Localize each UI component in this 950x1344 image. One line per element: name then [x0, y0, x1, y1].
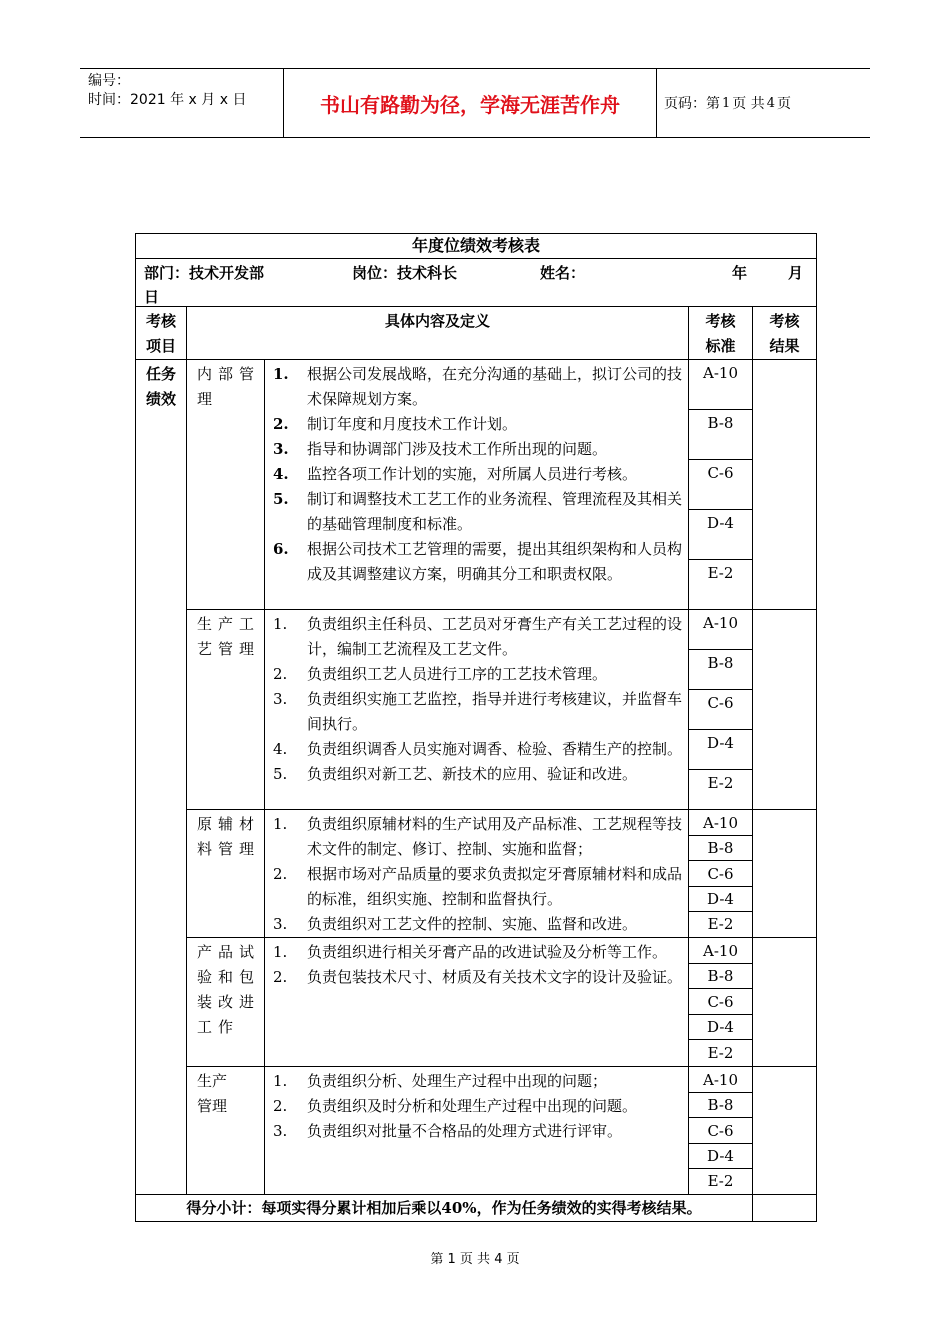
page-number: 1 [722, 95, 731, 111]
list-item [273, 862, 682, 912]
item-number: 3. [273, 440, 289, 458]
list-item [273, 1069, 682, 1094]
grade-option[interactable]: C-6 [689, 690, 752, 730]
list-item [273, 537, 682, 587]
col-standard-header [689, 307, 753, 360]
item-number: 2. [273, 665, 288, 683]
item-number: 5. [273, 490, 289, 508]
page-footer: 第 1 页 共 4 页 [430, 1252, 520, 1267]
item-text: 负责包装技术尺寸、材质及有关技术文字的设计及验证。 [307, 968, 683, 986]
col-std-line2: 标准 [705, 337, 736, 355]
col-res-line2: 结果 [769, 337, 800, 355]
grade-option[interactable]: E-2 [707, 1044, 734, 1062]
item-number: 6. [273, 540, 289, 558]
col-item-line2: 项目 [145, 337, 176, 355]
grade-option[interactable]: B-8 [689, 964, 752, 989]
list-item [273, 462, 682, 487]
time-label: 时间：2021 年 x 月 x 日 [88, 92, 247, 108]
item-number: 2. [273, 415, 289, 433]
result-cell[interactable] [753, 810, 817, 938]
col-result-header [753, 307, 817, 360]
subtotal-result-cell[interactable] [753, 1195, 817, 1222]
list-item [273, 437, 682, 462]
item-text: 负责组织进行相关牙膏产品的改进试验及分析等工作。 [307, 943, 668, 961]
item-text: 制订年度和月度技术工作计划。 [307, 415, 518, 433]
section-items [265, 610, 689, 810]
result-cell[interactable] [753, 938, 817, 1067]
item-number: 1. [273, 615, 288, 633]
item-number: 3. [273, 915, 288, 933]
category-line1: 任务 [145, 365, 176, 383]
grade-option[interactable]: B-8 [689, 650, 752, 690]
item-number: 5. [273, 765, 288, 783]
grade-option[interactable]: D-4 [689, 510, 752, 560]
info-row [136, 259, 817, 307]
grade-option[interactable]: C-6 [689, 861, 752, 887]
list-item [273, 940, 682, 965]
result-cell[interactable] [753, 610, 817, 810]
section-name: 生产工艺管理 [187, 610, 265, 810]
grade-option[interactable]: B-8 [689, 410, 752, 460]
col-content-header: 具体内容及定义 [187, 307, 689, 360]
grade-option[interactable]: D-4 [689, 887, 752, 912]
day-field: 日 [144, 288, 160, 306]
page-total: 4 [766, 95, 776, 111]
list-item [273, 612, 682, 662]
category-task-performance [136, 360, 187, 1195]
section-name [187, 1067, 265, 1195]
grade-option[interactable]: A-10 [689, 810, 752, 836]
col-item-header [136, 307, 187, 360]
grade-option[interactable]: C-6 [689, 989, 752, 1015]
section-items [265, 810, 689, 938]
grade-scale [689, 938, 753, 1067]
list-item [273, 1119, 682, 1144]
grade-option[interactable]: C-6 [689, 460, 752, 510]
grade-option[interactable]: D-4 [689, 1015, 752, 1040]
col-std-line1: 考核 [705, 312, 736, 330]
table-title: 年度位绩效考核表 [136, 234, 817, 259]
item-text: 负责组织分析、处理生产过程中出现的问题； [307, 1072, 608, 1090]
list-item [273, 662, 682, 687]
item-number: 1. [273, 815, 288, 833]
list-item [273, 812, 682, 862]
item-number: 2. [273, 968, 288, 986]
grade-option[interactable]: E-2 [707, 774, 734, 792]
grade-option[interactable]: E-2 [707, 915, 734, 933]
item-number: 2. [273, 865, 288, 883]
list-item [273, 487, 682, 537]
grade-option[interactable]: A-10 [689, 1067, 752, 1093]
list-item [273, 1094, 682, 1119]
grade-option[interactable]: A-10 [689, 610, 752, 650]
list-item [273, 412, 682, 437]
col-res-line1: 考核 [769, 312, 800, 330]
list-item [273, 687, 682, 737]
item-text: 负责组织及时分析和处理生产过程中出现的问题。 [307, 1097, 638, 1115]
item-text: 负责组织实施工艺监控，指导并进行考核建议，并监督车间执行。 [307, 690, 683, 733]
section-name-text: 生产管理 [197, 1072, 228, 1115]
name-field: 姓名： [540, 264, 586, 282]
subtotal-text-a: 得分小计：每项实得分累计相加后乘以 [186, 1199, 442, 1217]
position-field: 岗位：技术科长 [352, 264, 458, 282]
item-text: 制订和调整技术工艺工作的业务流程、管理流程及其相关的基础管理制度和标准。 [307, 490, 683, 533]
item-text: 负责组织原辅材料的生产试用及产品标准、工艺规程等技术文件的制定、修订、控制、实施和监督； [307, 815, 683, 858]
header-page-info [656, 69, 870, 137]
item-text: 根据公司技术工艺管理的需要，提出其组织架构和人员构成及其调整建议方案，明确其分工和职责权限。 [307, 540, 683, 583]
header-meta [80, 69, 283, 137]
month-field: 月 [788, 264, 804, 282]
item-number: 4. [273, 465, 289, 483]
item-number: 3. [273, 690, 288, 708]
code-label: 编号： [88, 73, 130, 89]
category-line2: 绩效 [145, 390, 176, 408]
grade-option[interactable]: E-2 [707, 564, 734, 582]
dept-field: 部门：技术开发部 [144, 264, 265, 282]
item-text: 负责组织主任科员、工艺员对牙膏生产有关工艺过程的设计，编制工艺流程及工艺文件。 [307, 615, 683, 658]
subtotal-text-b: ，作为任务绩效的实得考核结果。 [476, 1199, 702, 1217]
item-number: 1. [273, 943, 288, 961]
section-name: 原辅材料管理 [187, 810, 265, 938]
page-header [80, 68, 870, 138]
result-cell[interactable] [753, 360, 817, 610]
item-number: 4. [273, 740, 288, 758]
item-text: 指导和协调部门涉及技术工作所出现的问题。 [307, 440, 608, 458]
page-mid: 页 共 [732, 96, 765, 112]
section-items [265, 938, 689, 1067]
col-item-line1: 考核 [145, 312, 176, 330]
grade-option[interactable]: B-8 [689, 836, 752, 861]
page-prefix: 页码：第 [664, 96, 720, 112]
page-suffix: 页 [777, 96, 792, 112]
grade-scale [689, 1067, 753, 1195]
item-text: 根据市场对产品质量的要求负责拟定牙膏原辅材料和成品的标准，组织实施、控制和监督执行。 [307, 865, 683, 908]
grade-option[interactable]: D-4 [689, 1144, 752, 1169]
item-text: 负责组织工艺人员进行工序的工艺技术管理。 [307, 665, 608, 683]
item-text: 根据公司发展战略，在充分沟通的基础上，拟订公司的技术保障规划方案。 [307, 365, 683, 408]
evaluation-table [135, 233, 817, 1222]
item-number: 1. [273, 365, 289, 383]
grade-scale [689, 360, 753, 610]
subtotal-percent: 40% [441, 1199, 477, 1217]
list-item [273, 912, 682, 937]
item-text: 负责组织对批量不合格品的处理方式进行评审。 [307, 1122, 623, 1140]
grade-option[interactable]: A-10 [689, 360, 752, 410]
item-number: 2. [273, 1097, 288, 1115]
list-item [273, 965, 682, 990]
item-number: 1. [273, 1072, 288, 1090]
result-cell[interactable] [753, 1067, 817, 1195]
item-text: 负责组织对工艺文件的控制、实施、监督和改进。 [307, 915, 638, 933]
item-number: 3. [273, 1122, 288, 1140]
header-motto: 书山有路勤为径，学海无涯苦作舟 [283, 69, 657, 137]
list-item [273, 737, 682, 762]
list-item [273, 762, 682, 787]
grade-scale [689, 810, 753, 938]
section-name: 产品试验和包装改进工作 [187, 938, 265, 1067]
grade-option[interactable]: B-8 [689, 1093, 752, 1118]
section-items [265, 1067, 689, 1195]
grade-scale [689, 610, 753, 810]
grade-option[interactable]: A-10 [689, 938, 752, 964]
subtotal-note [136, 1195, 753, 1222]
section-items [265, 360, 689, 610]
year-field: 年 [732, 264, 748, 282]
grade-option[interactable]: E-2 [707, 1172, 734, 1190]
list-item [273, 362, 682, 412]
item-text: 监控各项工作计划的实施，对所属人员进行考核。 [307, 465, 638, 483]
item-text: 负责组织对新工艺、新技术的应用、验证和改进。 [307, 765, 638, 783]
grade-option[interactable]: C-6 [689, 1118, 752, 1144]
section-name: 内部管理 [187, 360, 265, 610]
item-text: 负责组织调香人员实施对调香、检验、香精生产的控制。 [307, 740, 683, 758]
grade-option[interactable]: D-4 [689, 730, 752, 770]
